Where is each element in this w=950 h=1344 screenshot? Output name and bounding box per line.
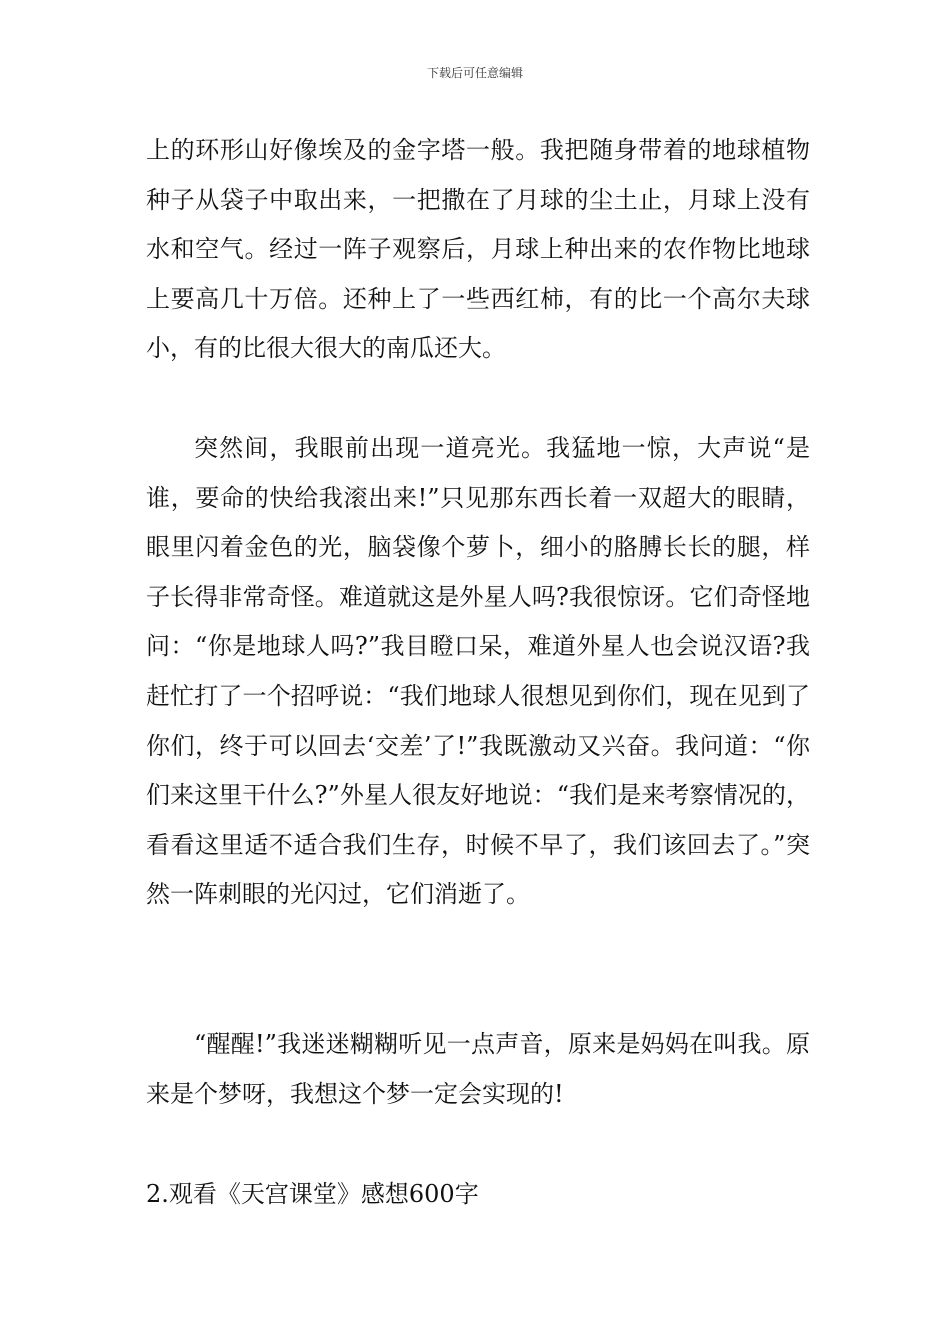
- page-header-note: 下载后可任意编辑: [426, 66, 523, 80]
- paragraph-moon-farming: 上的环形山好像埃及的金字塔一般。我把随身带着的地球植物种子从袋子中取出来，一把撒在了月球的尘土止，月球上没有水和空气。经过一阵子观察后，月球上种出来的农作物比地球上要高几十万倍。还种上了一些西红柿，有的比一个高尔夫球小，有的比很大很大的南瓜还大。: [146, 136, 810, 363]
- paragraph-wake-up: “醒醒!”我迷迷糊糊听见一点声音，原来是妈妈在叫我。原来是个梦呀，我想这个梦一定会实现的!: [146, 1030, 810, 1108]
- section-heading: 2.观看《天宫课堂》感想600字: [146, 1180, 479, 1208]
- paragraph-alien-encounter: 突然间，我眼前出现一道亮光。我猛地一惊，大声说“是谁，要命的快给我滚出来!”只见那东西长着一双超大的眼睛，眼里闪着金色的光，脑袋像个萝卜，细小的胳膊长长的腿，样子长得非常奇怪。难道就这是外星人吗?我很惊讶。它们奇怪地问：“你是地球人吗?”我目瞪口呆，难道外星人也会说汉语?我赶忙打了一个招呼说：“我们地球人很想见到你们，现在见到了你们，终于可以回去‘交差’了!”我既激动又兴奋。我问道：“你们来这里干什么?”外星人很友好地说：“我们是来考察情况的，看看这里适不适合我们生存，时候不早了，我们该回去了。”突然一阵刺眼的光闪过，它们消逝了。: [146, 434, 810, 909]
